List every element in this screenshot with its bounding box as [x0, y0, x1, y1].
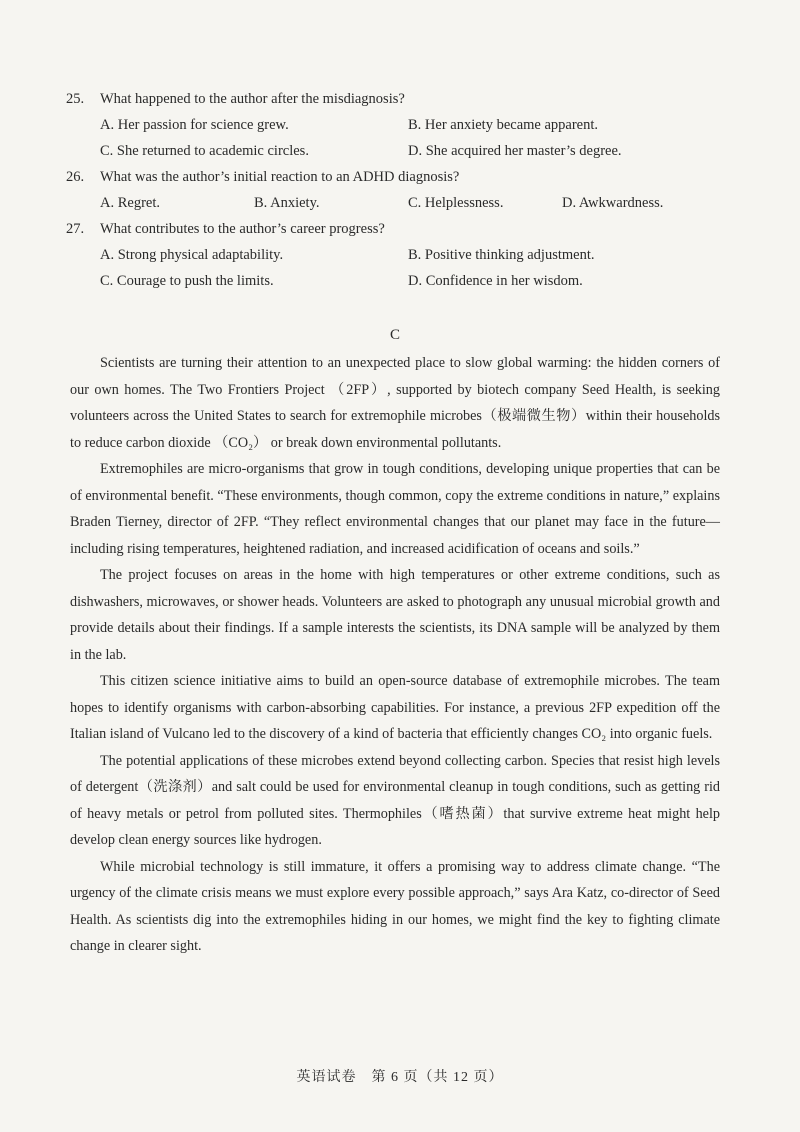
passage-paragraph: This citizen science initiative aims to build an open-source database of extremophile microbes. The team hopes to identify organisms with carbon-absorbing capabilities. For instance, a previous 2FP expedition off the Italian island of Vulcano led to the discovery of a kind of bacteria that efficiently changes CO₂ into organic fuels.	[70, 673, 720, 742]
question-27	[66, 216, 746, 294]
passage-paragraph: Scientists are turning their attention to an unexpected place to slow global warming: the hidden corners of our own homes. The Two Frontiers Project （2FP）, supported by biotech company Seed Health, is seeking volunteers across the United States to search for extremophile microbes（极端微生物）within their households to reduce carbon dioxide （CO₂） or break down environmental pollutants.	[70, 355, 720, 451]
option-a: A. Regret.	[100, 195, 160, 211]
options-row	[66, 112, 746, 138]
passage-paragraph: Extremophiles are micro-organisms that grow in tough conditions, developing unique properties that can be of environmental benefit. “These environments, though common, copy the extreme conditions in nature,” explains Braden Tierney, director of 2FP. “They reflect environmental changes that our planet may face in the future—including rising temperatures, heightened radiation, and increased acidification of oceans and soils.”	[70, 461, 720, 557]
question-26	[66, 164, 746, 216]
options-row	[66, 138, 746, 164]
question-text: What happened to the author after the misdiagnosis?	[100, 91, 405, 107]
question-25	[66, 86, 746, 164]
question-stem	[66, 216, 746, 242]
options-row	[66, 268, 746, 294]
passage-paragraph: The potential applications of these microbes extend beyond collecting carbon. Species that resist high levels of detergent（洗涤剂）and salt could be used for environmental cleanup in tough conditions, such as getting rid of heavy metals or petrol from polluted sites. Thermophiles（嗜热菌）that survive extreme heat might help develop clean energy sources like hydrogen.	[70, 752, 720, 848]
question-list	[66, 86, 746, 294]
passage-paragraph: While microbial technology is still immature, it offers a promising way to address climate change. “The urgency of the climate crisis means we must explore every possible approach,” says Ara Katz, co-director of Seed Health. As scientists dig into the extremophiles hiding in our homes, we might find the key to fighting climate change in clearer sight.	[70, 858, 720, 954]
option-b: B. Anxiety.	[254, 195, 320, 211]
option-b: B. Her anxiety became apparent.	[408, 117, 599, 133]
option-d: D. Awkwardness.	[562, 195, 664, 211]
question-number: 27.	[66, 221, 85, 237]
option-c: C. Courage to push the limits.	[100, 273, 274, 289]
reading-passage-c	[70, 322, 720, 960]
question-text: What was the author’s initial reaction to an ADHD diagnosis?	[100, 169, 460, 185]
section-heading: C	[389, 327, 400, 343]
option-b: B. Positive thinking adjustment.	[408, 247, 595, 263]
question-text: What contributes to the author’s career progress?	[100, 221, 385, 237]
option-d: D. Confidence in her wisdom.	[408, 273, 583, 289]
option-a: A. Her passion for science grew.	[100, 117, 289, 133]
option-d: D. She acquired her master’s degree.	[408, 143, 622, 159]
options-row	[66, 190, 746, 216]
option-c: C. Helplessness.	[408, 195, 504, 211]
question-stem	[66, 86, 746, 112]
option-a: A. Strong physical adaptability.	[100, 247, 284, 263]
question-stem	[66, 164, 746, 190]
options-row	[66, 242, 746, 268]
question-number: 25.	[66, 91, 85, 107]
passage-paragraph: The project focuses on areas in the home with high temperatures or other extreme conditions, such as dishwashers, microwaves, or shower heads. Volunteers are asked to photograph any unusual microbial growth and provide details about their findings. If a sample interests the scientists, its DNA sample will be analyzed by them in the lab.	[70, 567, 720, 663]
page-footer: 英语试卷 第 6 页（共 12 页）	[296, 1070, 504, 1085]
option-c: C. She returned to academic circles.	[100, 143, 309, 159]
question-number: 26.	[66, 169, 85, 185]
